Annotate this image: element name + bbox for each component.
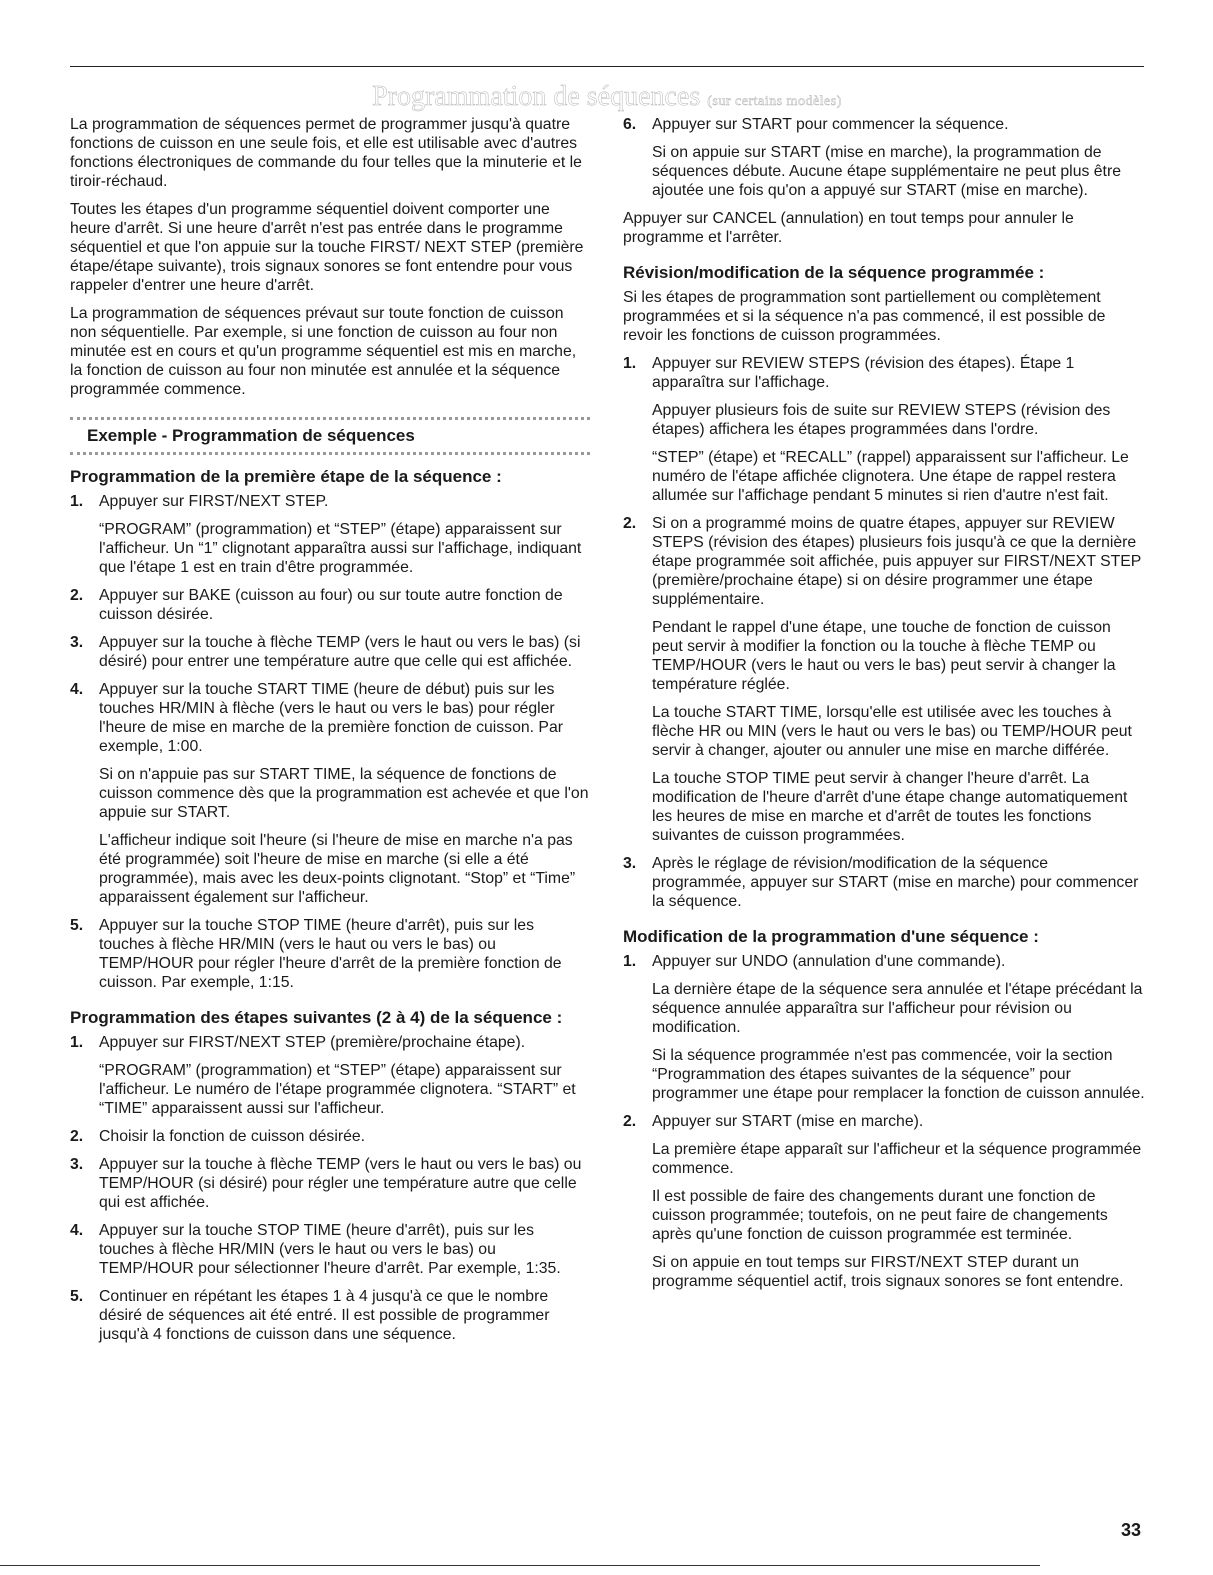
step-number: 1. bbox=[70, 493, 84, 510]
step-text: Appuyer sur la touche à flèche TEMP (vers le haut ou vers le bas) (si désiré) pour entrer une température autre que celle qui est affichée. bbox=[99, 634, 581, 670]
step-number: 1. bbox=[623, 953, 637, 970]
example-box bbox=[70, 417, 590, 455]
bottom-rule bbox=[0, 1565, 1040, 1566]
step-text: Si la séquence programmée n'est pas commencée, voir la section “Programmation des étapes suivantes de la séquence” pour programmer une étape pour remplacer la fonction de cuisson annulée. bbox=[652, 1047, 1145, 1102]
page-number: 33 bbox=[1121, 1520, 1142, 1540]
step-number: 3. bbox=[70, 634, 84, 651]
step-number: 4. bbox=[70, 681, 84, 698]
paragraph: La programmation de séquences permet de programmer jusqu'à quatre fonctions de cuisson en une seule fois, et elle est utilisable avec d'autres fonctions électroniques de commande du four telles que la minuterie et le tiroir-réchaud. bbox=[70, 116, 582, 190]
list-item bbox=[623, 514, 1145, 845]
step-text: Appuyer sur la touche à flèche TEMP (vers le haut ou vers le bas) ou TEMP/HOUR (si désiré) pour régler une température autre que celle qui est affichée. bbox=[99, 1156, 582, 1211]
step-text: “STEP” (étape) et “RECALL” (rappel) apparaissent sur l'afficheur. Le numéro de l'étape affichée clignotera. Une étape de rappel restera allumée sur l'affichage pendant 5 minutes si rien d'autre n'est fait. bbox=[652, 449, 1129, 504]
step-number: 3. bbox=[623, 855, 637, 872]
step-number: 5. bbox=[70, 917, 84, 934]
step-text: Appuyer sur UNDO (annulation d'une commande). bbox=[652, 953, 1006, 970]
page-title-main: Programmation de séquences bbox=[372, 81, 701, 112]
step-number: 2. bbox=[623, 1113, 637, 1130]
step-number: 2. bbox=[70, 587, 84, 604]
review-steps-list bbox=[623, 354, 1145, 911]
modify-steps-list bbox=[623, 952, 1145, 1291]
step-text: Appuyer sur REVIEW STEPS (révision des étapes). Étape 1 apparaîtra sur l'affichage. bbox=[652, 355, 1075, 391]
page-title bbox=[70, 82, 1144, 117]
step-text: Après le réglage de révision/modification de la séquence programmée, appuyer sur START (mise en marche) pour commencer la séquence. bbox=[652, 855, 1139, 910]
step-text: Pendant le rappel d'une étape, une touche de fonction de cuisson peut servir à modifier la fonction ou la touche à flèche TEMP ou TEMP/HOUR (vers le haut ou vers le bas) peut servir à changer la température réglée. bbox=[652, 619, 1116, 693]
step-text: Appuyer sur START pour commencer la séquence. bbox=[652, 116, 1009, 133]
list-item bbox=[623, 115, 1145, 200]
step-text: Si on a programmé moins de quatre étapes, appuyer sur REVIEW STEPS (révision des étapes) plusieurs fois jusqu'à ce que la dernière étape programmée soit affichée, puis appuyer sur FIRST/NEXT STEP (première/prochaine étape) si on désire programmer une étape supplémentaire. bbox=[652, 515, 1142, 608]
step-text: Appuyer sur la touche STOP TIME (heure d'arrêt), puis sur les touches à flèche HR/MIN (vers le haut ou vers le bas) ou TEMP/HOUR pour régler l'heure d'arrêt de la première fonction de cuisson. Par exemple, 1:15. bbox=[99, 917, 562, 991]
list-item bbox=[70, 492, 590, 577]
step-text: Appuyer sur FIRST/NEXT STEP. bbox=[99, 493, 329, 510]
start-step-list bbox=[623, 115, 1145, 200]
step-text: Si on appuie en tout temps sur FIRST/NEXT STEP durant un programme séquentiel actif, trois signaux sonores se font entendre. bbox=[652, 1254, 1124, 1290]
section-heading-modify: Modification de la programmation d'une séquence : bbox=[623, 927, 1039, 946]
step-number: 5. bbox=[70, 1288, 84, 1305]
top-rule bbox=[70, 66, 1144, 67]
list-item bbox=[70, 1221, 590, 1278]
list-item bbox=[70, 1287, 590, 1344]
list-item bbox=[623, 952, 1145, 1103]
step-text: Appuyer sur la touche STOP TIME (heure d'arrêt), puis sur les touches à flèche HR/MIN (vers le haut ou vers le bas) ou TEMP/HOUR pour sélectionner l'heure d'arrêt. Par exemple, 1:35. bbox=[99, 1222, 561, 1277]
step-number: 2. bbox=[70, 1128, 84, 1145]
list-item bbox=[70, 1033, 590, 1118]
step-text: La touche STOP TIME peut servir à changer l'heure d'arrêt. La modification de l'heure d'arrêt d'une étape change automatiquement les heures de mise en marche et d'arrêt de toutes les fonctions suivantes de cuisson programmées. bbox=[652, 770, 1128, 844]
step-text: Choisir la fonction de cuisson désirée. bbox=[99, 1128, 366, 1145]
step-number: 6. bbox=[623, 116, 637, 133]
step-number: 3. bbox=[70, 1156, 84, 1173]
step-number: 2. bbox=[623, 515, 637, 532]
step-number: 1. bbox=[623, 355, 637, 372]
list-item bbox=[70, 586, 590, 624]
step-text: Si on appuie sur START (mise en marche), la programmation de séquences débute. Aucune étape supplémentaire ne peut plus être ajoutée une fois qu'on a appuyé sur START (mise en marche). bbox=[652, 144, 1121, 199]
list-item bbox=[70, 1127, 590, 1146]
list-item bbox=[623, 854, 1145, 911]
step-text: La dernière étape de la séquence sera annulée et l'étape précédant la séquence annulée apparaîtra sur l'afficheur pour révision ou modification. bbox=[652, 981, 1143, 1036]
next-steps-list bbox=[70, 1033, 590, 1344]
step-text: L'afficheur indique soit l'heure (si l'heure de mise en marche n'a pas été programmée) soit l'heure de mise en marche (si elle a été programmée), mais avec les deux-points clignotant. “Stop” et “Time” apparaissent également sur l'afficheur. bbox=[99, 832, 576, 906]
step-text: Si on n'appuie pas sur START TIME, la séquence de fonctions de cuisson commence dès que la programmation est achevée et que l'on appuie sur START. bbox=[99, 766, 589, 821]
list-item bbox=[70, 916, 590, 992]
step-number: 4. bbox=[70, 1222, 84, 1239]
step-text: “PROGRAM” (programmation) et “STEP” (étape) apparaissent sur l'afficheur. Le numéro de l'étape programmée clignotera. “START” et “TIME” apparaissent aussi sur l'afficheur. bbox=[99, 1062, 576, 1117]
step-text: La touche START TIME, lorsqu'elle est utilisée avec les touches à flèche HR ou MIN (vers le haut ou vers le bas) ou TEMP/HOUR peut servir à changer, ajouter ou annuler une mise en marche différée. bbox=[652, 704, 1132, 759]
paragraph: La programmation de séquences prévaut sur toute fonction de cuisson non séquentielle. Par exemple, si une fonction de cuisson au four non minutée est en cours et qu'un programme séquentiel est mis en marche, la fonction de cuisson au four non minutée est annulée et la séquence programmée commence. bbox=[70, 305, 577, 398]
example-title: Exemple - Programmation de séquences bbox=[87, 426, 415, 445]
step-text: Appuyer sur FIRST/NEXT STEP (première/prochaine étape). bbox=[99, 1034, 526, 1051]
step-number: 1. bbox=[70, 1034, 84, 1051]
step-text: Appuyer plusieurs fois de suite sur REVIEW STEPS (révision des étapes) affichera les étapes programmées dans l'ordre. bbox=[652, 402, 1111, 438]
step-text: Continuer en répétant les étapes 1 à 4 jusqu'à ce que le nombre désiré de séquences ait été entré. Il est possible de programmer jusqu'à 4 fonctions de cuisson dans une séquence. bbox=[99, 1288, 550, 1343]
list-item bbox=[623, 1112, 1145, 1291]
list-item bbox=[623, 354, 1145, 505]
right-column bbox=[623, 115, 1145, 1300]
step-text: La première étape apparaît sur l'afficheur et la séquence programmée commence. bbox=[652, 1141, 1142, 1177]
first-step-list bbox=[70, 492, 590, 992]
list-item bbox=[70, 1155, 590, 1212]
intro-paragraphs bbox=[70, 115, 590, 399]
cancel-note: Appuyer sur CANCEL (annulation) en tout temps pour annuler le programme et l'arrêter. bbox=[623, 210, 1074, 246]
step-text: Appuyer sur START (mise en marche). bbox=[652, 1113, 924, 1130]
section-heading-first-step: Programmation de la première étape de la séquence : bbox=[70, 467, 502, 486]
page-title-sub: (sur certains modèles) bbox=[707, 94, 842, 109]
step-text: Il est possible de faire des changements durant une fonction de cuisson programmée; toutefois, on ne peut faire de changements après qu'une fonction de cuisson programmée est terminée. bbox=[652, 1188, 1108, 1243]
left-column bbox=[70, 115, 590, 1353]
review-intro: Si les étapes de programmation sont partiellement ou complètement programmées et si la séquence n'a pas commencé, il est possible de revoir les fonctions de cuisson programmées. bbox=[623, 289, 1106, 344]
paragraph: Toutes les étapes d'un programme séquentiel doivent comporter une heure d'arrêt. Si une heure d'arrêt n'est pas entrée dans le programme séquentiel et que l'on appuie sur la touche FIRST/ NEXT STEP (première étape/étape suivante), trois signaux sonores se font entendre pour vous rappeler d'entrer une heure d'arrêt. bbox=[70, 201, 584, 294]
step-text: Appuyer sur la touche START TIME (heure de début) puis sur les touches HR/MIN à flèche (vers le haut ou vers le bas) pour régler l'heure de mise en marche de la première fonction de cuisson. Par exemple, 1:00. bbox=[99, 681, 564, 755]
list-item bbox=[70, 680, 590, 907]
section-heading-next-steps: Programmation des étapes suivantes (2 à 4) de la séquence : bbox=[70, 1008, 563, 1027]
step-text: “PROGRAM” (programmation) et “STEP” (étape) apparaissent sur l'afficheur. Un “1” clignotant apparaîtra aussi sur l'affichage, indiquant que l'étape 1 est en train d'être programmée. bbox=[99, 521, 582, 576]
list-item bbox=[70, 633, 590, 671]
step-text: Appuyer sur BAKE (cuisson au four) ou sur toute autre fonction de cuisson désirée. bbox=[99, 587, 563, 623]
section-heading-review: Révision/modification de la séquence programmée : bbox=[623, 263, 1045, 282]
